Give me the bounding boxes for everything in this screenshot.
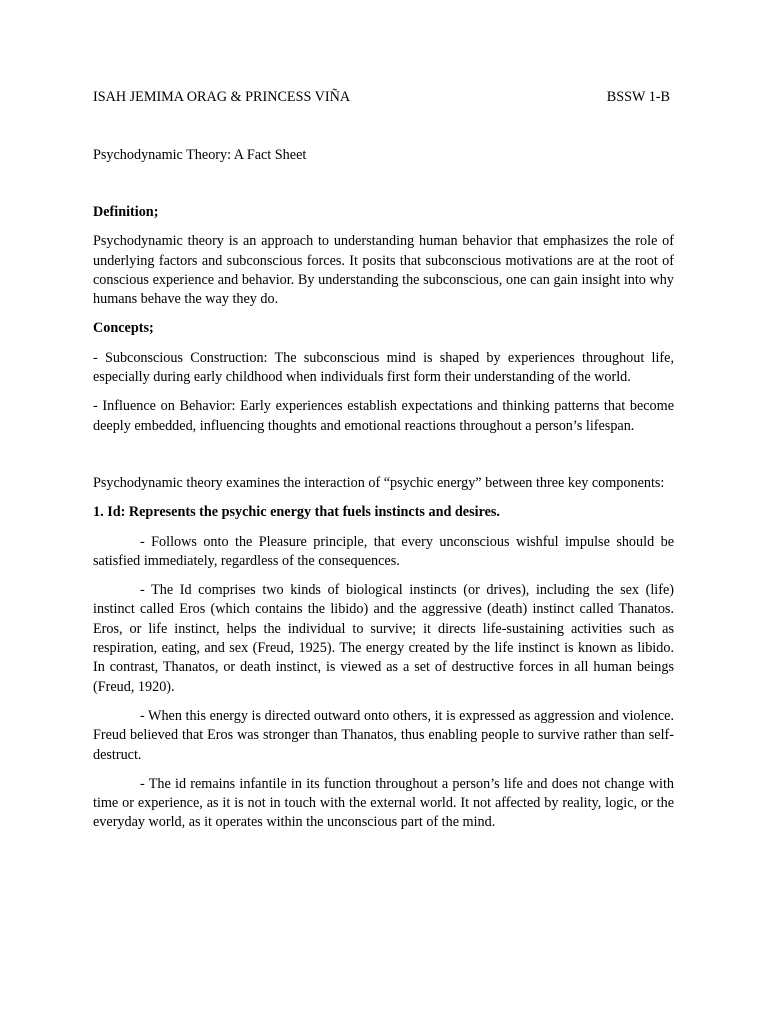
concepts-heading: Concepts; bbox=[93, 320, 154, 337]
definition-paragraph: Psychodynamic theory is an approach to understanding human behavior that emphasizes the role of underlying factors and subconscious forces. It posits that subconscious motivations are at the root of conscious experience and behavior. By understanding the subconscious, one can gain insight into why humans behave the way they do. bbox=[93, 233, 674, 308]
components-intro-paragraph: Psychodynamic theory examines the interaction of “psychic energy” between three key components: bbox=[93, 474, 665, 491]
id-point-aggression: - When this energy is directed outward onto others, it is expressed as aggression and violence. Freud believed that Eros was stronger than Thanatos, thus enabling people to survive rather than self-destruct. bbox=[93, 707, 674, 763]
document-body bbox=[93, 203, 674, 843]
id-point-pleasure-principle: - Follows onto the Pleasure principle, that every unconscious wishful impulse should be satisfied immediately, regardless of the consequences. bbox=[93, 533, 674, 569]
document-header bbox=[93, 88, 674, 108]
document-title: Psychodynamic Theory: A Fact Sheet bbox=[93, 147, 307, 163]
id-point-infantile: - The id remains infantile in its function throughout a person’s life and does not change with time or experience, as it is not in touch with the external world. It not affected by reality, logic, or the everyday world, as it operates within the unconscious part of the mind. bbox=[93, 775, 674, 831]
definition-heading: Definition; bbox=[93, 204, 159, 220]
concept-item-influence-on-behavior: - Influence on Behavior: Early experiences establish expectations and thinking patterns that become deeply embedded, influencing thoughts and emotional reactions throughout a person’s lifespan. bbox=[93, 398, 674, 434]
document-page bbox=[93, 0, 674, 1024]
concept-item-subconscious-construction: - Subconscious Construction: The subconscious mind is shaped by experiences throughout life, especially during early childhood when individuals first form their understanding of the world. bbox=[93, 349, 674, 386]
author-names: ISAH JEMIMA ORAG & PRINCESS VIÑA bbox=[93, 89, 351, 105]
id-heading: 1. Id: Represents the psychic energy that fuels instincts and desires. bbox=[93, 504, 500, 521]
class-section: BSSW 1-B bbox=[606, 89, 670, 105]
id-point-instincts: - The Id comprises two kinds of biological instincts (or drives), including the sex (life) instinct called Eros (which contains the libido) and the aggressive (death) instinct called Thanatos. Eros, or life instinct, helps the individual to survive; it directs life-sustaining activities such as respiration, eating, and sex (Freud, 1925). The energy created by the life instinct is known as libido. In contrast, Thanatos, or death instinct, is viewed as a set of destructive forces in all human beings (Freud, 1920). bbox=[93, 582, 674, 695]
